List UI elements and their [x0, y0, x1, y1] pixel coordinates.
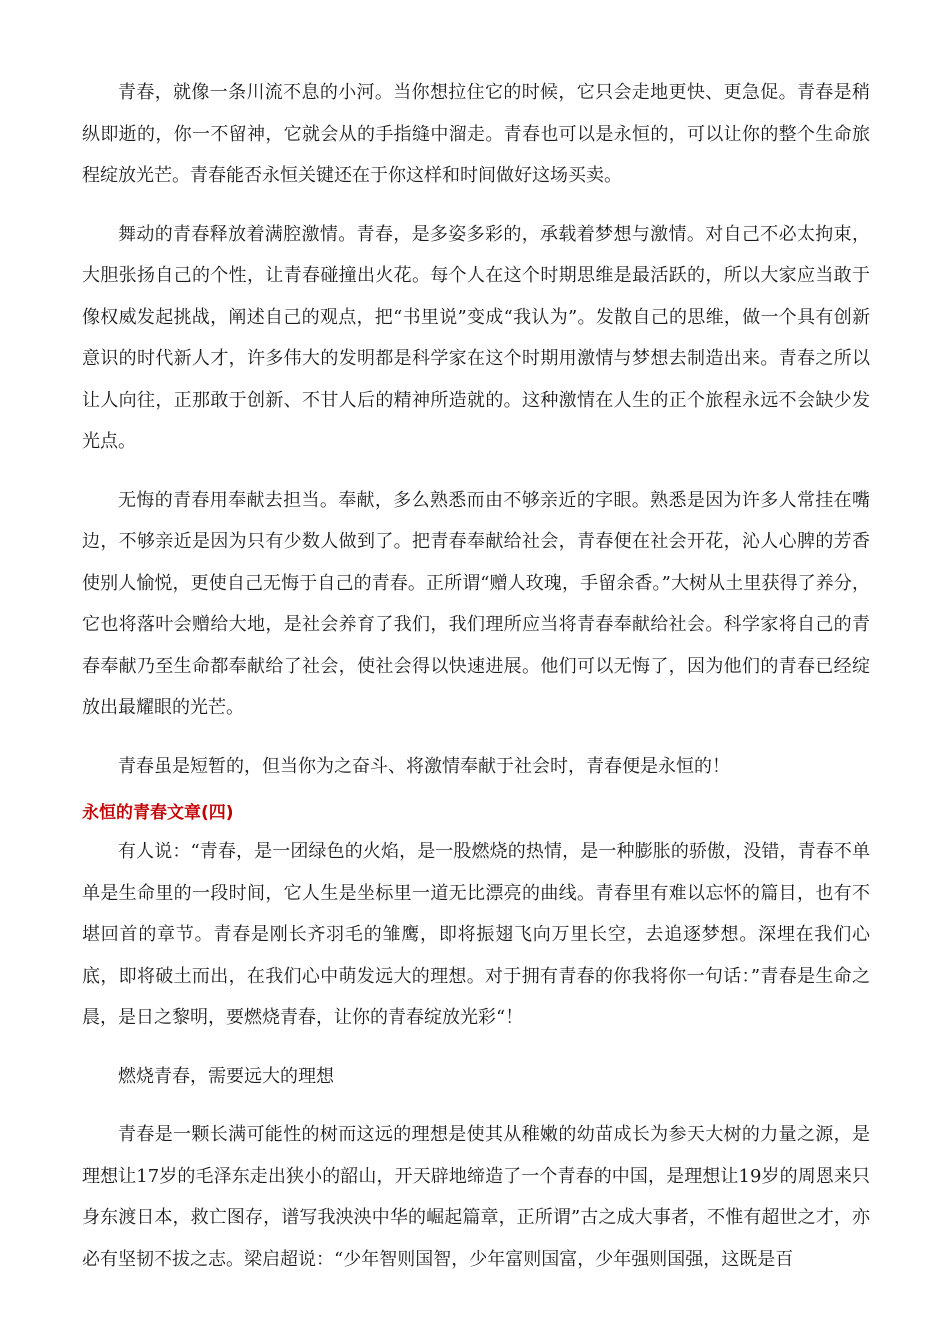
subheading-ideals: 燃烧青春，需要远大的理想: [118, 1065, 334, 1087]
paragraph-youth-river: 青春，就像一条川流不息的小河。当你想拉住它的时候，它只会走地更快、更急促。青春是稍纵即逝的，你一不留神，它就会从的手指缝中溜走。青春也可以是永恒的，可以让你的整个生命旅程绽放光芒。青春能否永恒关键还在于你这样和时间做好这场买卖。: [82, 82, 870, 186]
section-heading: 永恒的青春文章(四): [82, 803, 234, 823]
paragraph-youth-dedication: 无悔的青春用奉献去担当。奉献，多么熟悉而由不够亲近的字眼。熟悉是因为许多人常挂在嘴边，不够亲近是因为只有少数人做到了。把青春奉献给社会，青春便在社会开花，沁人心脾的芳香使别人愉悦，更使自己无悔于自己的青春。正所谓“赠人玫瑰，手留余香。”大树从土里获得了养分，它也将落叶会赠给大地，是社会养育了我们，我们理所应当将青春奉献给社会。科学家将自己的青春奉献乃至生命都奉献给了社会，使社会得以快速进展。他们可以无悔了，因为他们的青春已经绽放出最耀眼的光芒。: [82, 489, 870, 718]
document-page: [82, 72, 870, 1280]
paragraph-youth-passion: 舞动的青春释放着满腔激情。青春，是多姿多彩的，承载着梦想与激情。对自己不必太拘束，大胆张扬自己的个性，让青春碰撞出火花。每个人在这个时期思维是最活跃的，所以大家应当敢于像权威发起挑战，阐述自己的观点，把“书里说”变成“我认为”。发散自己的思维，做一个具有创新意识的时代新人才，许多伟大的发明都是科学家在这个时期用激情与梦想去制造出来。青春之所以让人向往，正那敢于创新、不甘人后的精神所造就的。这种激情在人生的正个旅程永远不会缺少发光点。: [82, 223, 870, 452]
paragraph-someone-said: 有人说：“青春，是一团绿色的火焰，是一股燃烧的热情，是一种膨胀的骄傲，没错，青春不单单是生命里的一段时间，它人生是坐标里一道无比漂亮的曲线。青春里有难以忘怀的篇目，也有不堪回首的章节。青春是刚长齐羽毛的雏鹰，即将振翅飞向万里长空，去追逐梦想。深埋在我们心底，即将破土而出，在我们心中萌发远大的理想。对于拥有青春的你我将你一句话：”青春是生命之晨，是日之黎明，要燃烧青春，让你的青春绽放光彩“！: [82, 841, 870, 1028]
paragraph-ideals-tree: 青春是一颗长满可能性的树而这远的理想是使其从稚嫩的幼苗成长为参天大树的力量之源，是理想让17岁的毛泽东走出狭小的韶山，开天辟地缔造了一个青春的中国，是理想让19岁的周恩来只身东渡日本，救亡图存，谱写我泱泱中华的崛起篇章，正所谓”古之成大事者，不惟有超世之才，亦必有坚韧不拔之志。梁启超说：“少年智则国智，少年富则国富，少年强则国强，这既是百: [82, 1124, 870, 1270]
paragraph-youth-eternal: 青春虽是短暂的，但当你为之奋斗、将激情奉献于社会时，青春便是永恒的！: [118, 755, 730, 777]
